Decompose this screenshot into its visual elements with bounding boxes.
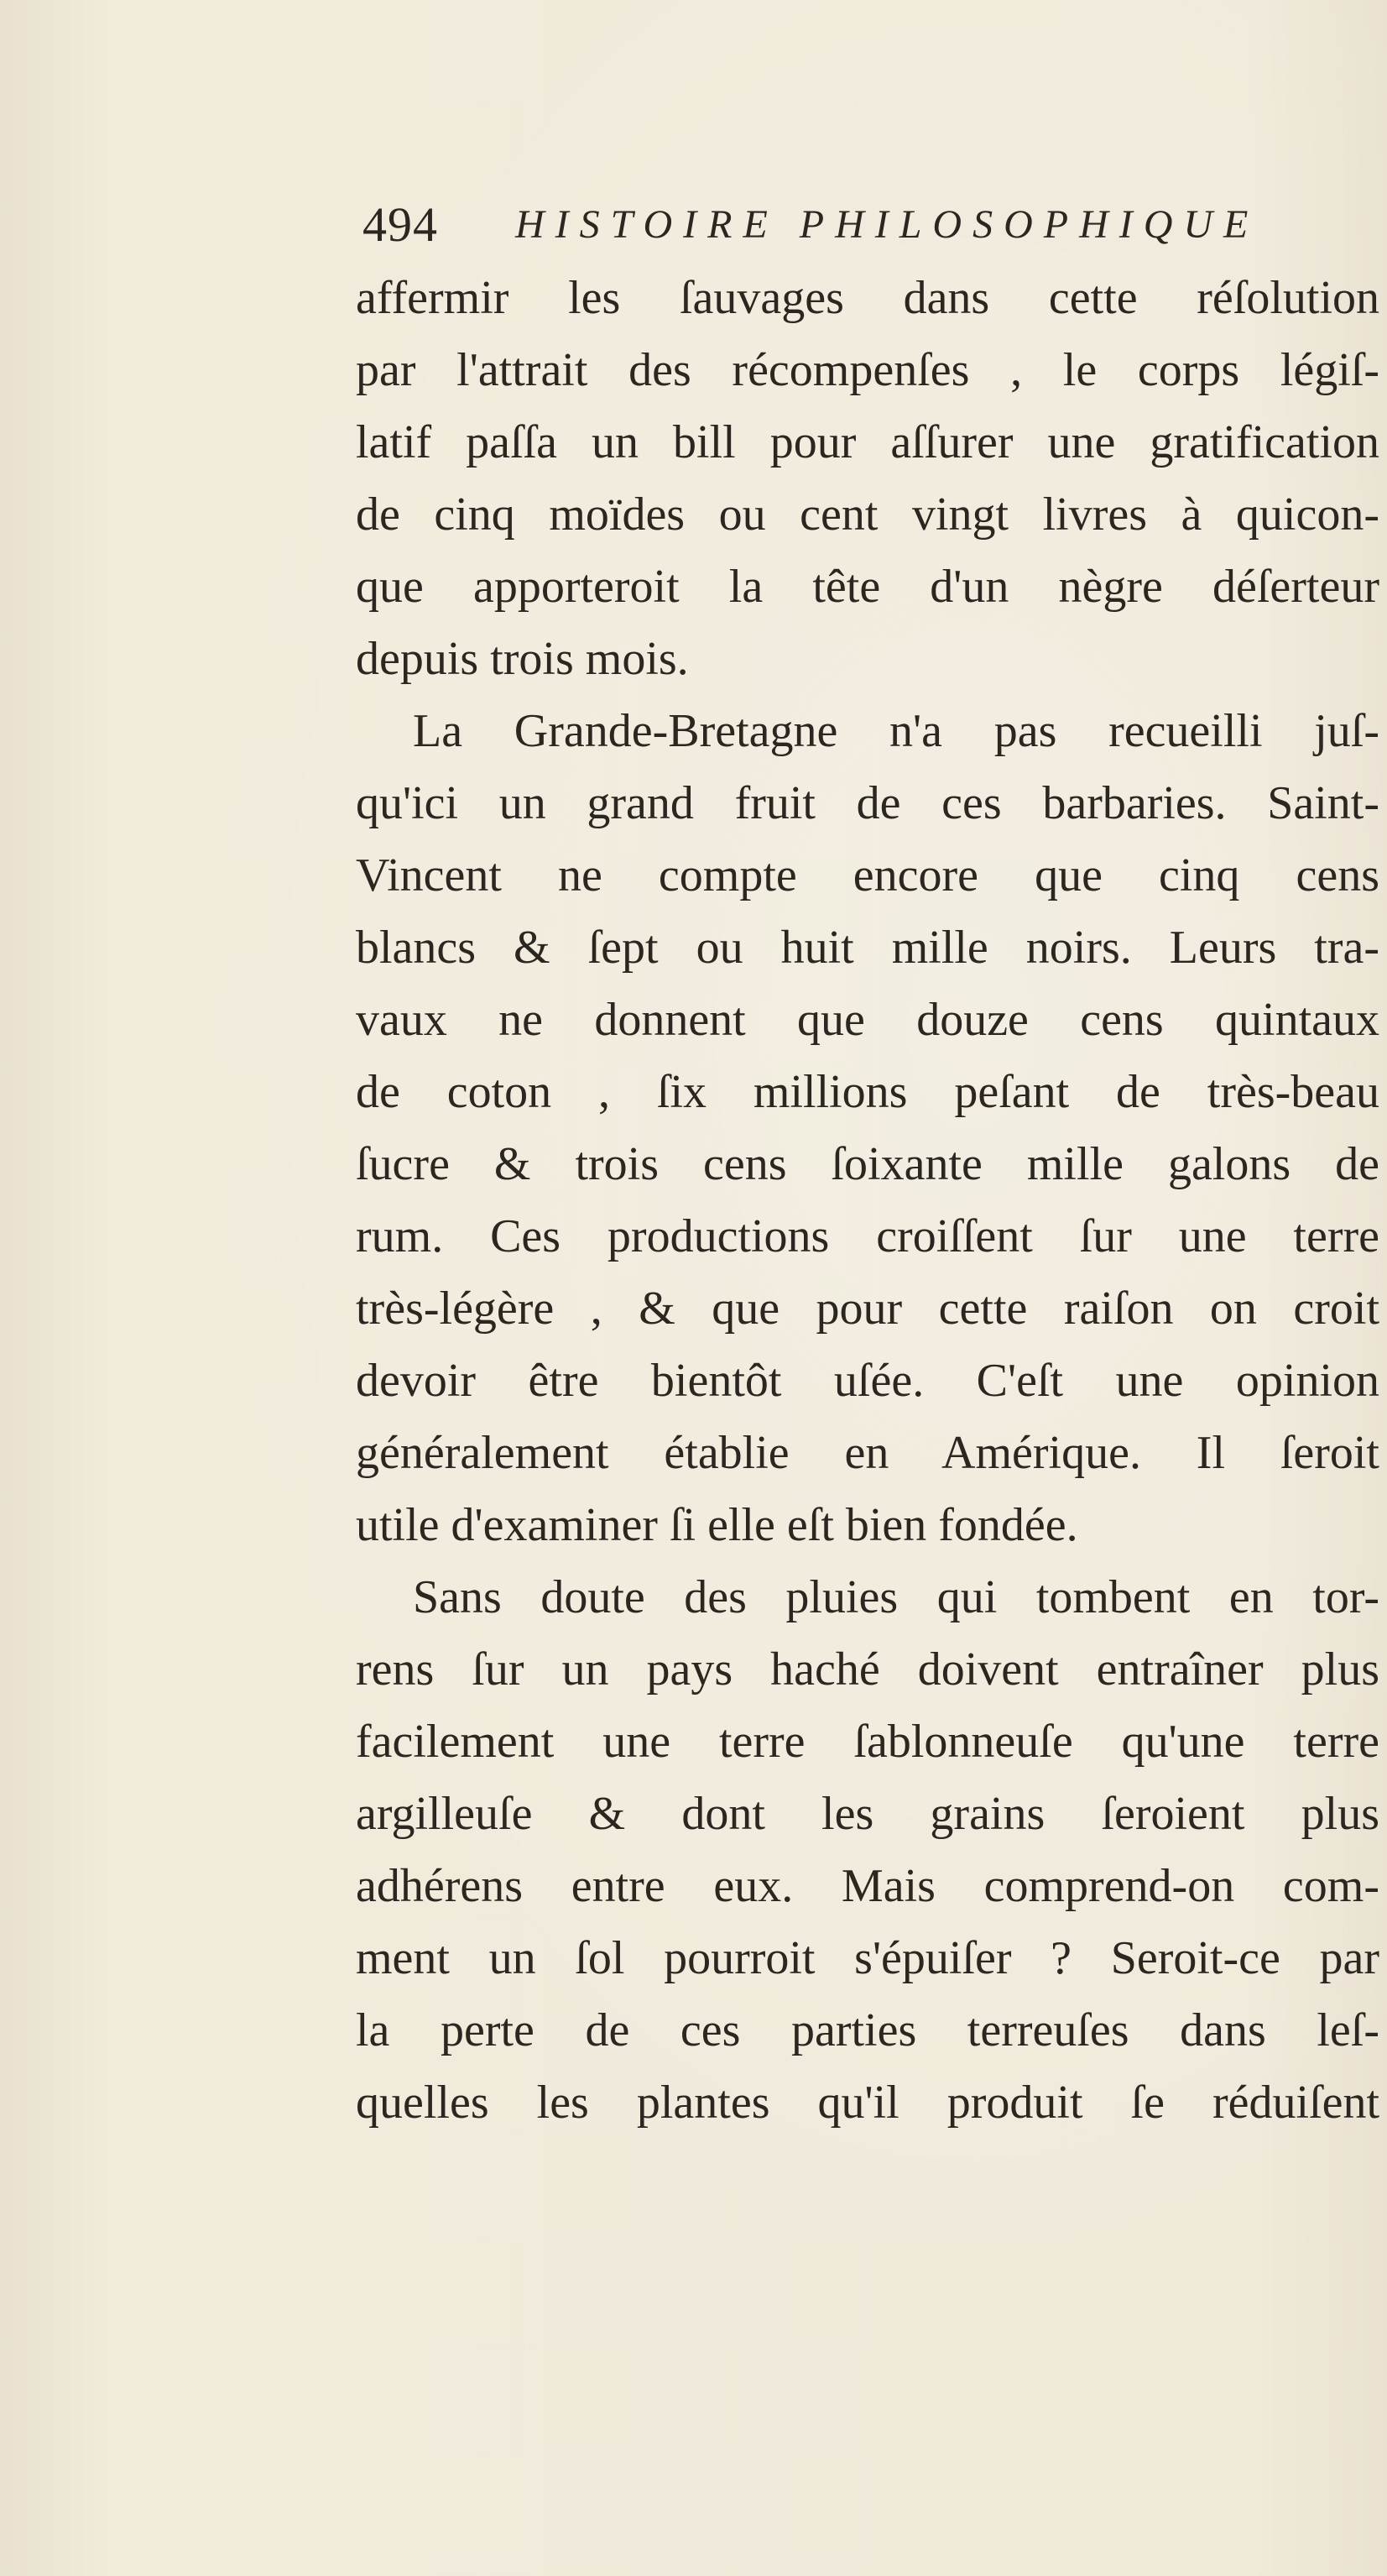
paragraph-3 — [356, 1561, 1379, 2139]
text-line: blancs & ſept ou huit mille noirs. Leurs tra- — [356, 922, 1379, 974]
text-line: de cinq moïdes ou cent vingt livres à quicon- — [356, 489, 1379, 541]
paragraph-1 — [356, 262, 1379, 695]
text-line: très-légère , & que pour cette raiſon on croit — [356, 1283, 1379, 1335]
text-line: généralement établie en Amérique. Il ſeroit — [356, 1427, 1379, 1479]
text-line: la perte de ces parties terreuſes dans leſ- — [356, 2004, 1379, 2056]
text-line: utile d'examiner ſi elle eſt bien fondée. — [356, 1499, 1078, 1551]
paragraph-2 — [356, 695, 1379, 1561]
text-line: argilleuſe & dont les grains ſeroient plus — [356, 1788, 1379, 1840]
text-line: Sans doute des pluies qui tombent en tor- — [413, 1571, 1379, 1623]
text-line: vaux ne donnent que douze cens quintaux — [356, 994, 1379, 1046]
text-line: ſucre & trois cens ſoixante mille galons de — [356, 1138, 1379, 1190]
text-line: que apporteroit la tête d'un nègre déſerteur — [356, 561, 1379, 613]
text-line: de coton , ſix millions peſant de très-beau — [356, 1066, 1379, 1118]
text-line: latif paſſa un bill pour aſſurer une gratification — [356, 416, 1379, 468]
text-line: ment un ſol pourroit s'épuiſer ? Seroit-ce par — [356, 1932, 1379, 1984]
running-title: HISTOIRE PHILOSOPHIQUE — [515, 202, 1259, 247]
text-line: rens ſur un pays haché doivent entraîner plus — [356, 1643, 1379, 1696]
body-text — [356, 262, 1379, 2139]
text-line: adhérens entre eux. Mais comprend-on com- — [356, 1860, 1379, 1912]
text-line: quelles les plantes qu'il produit ſe réduiſent — [356, 2077, 1379, 2129]
text-line: facilement une terre ſablonneuſe qu'une terre — [356, 1716, 1379, 1768]
text-line: devoir être bientôt uſée. C'eſt une opinion — [356, 1355, 1379, 1407]
page-number: 494 — [362, 197, 438, 252]
text-line: depuis trois mois. — [356, 633, 689, 685]
text-line: par l'attrait des récompenſes , le corps légiſ- — [356, 344, 1379, 396]
page-header — [362, 191, 1386, 259]
text-line: qu'ici un grand fruit de ces barbaries. Saint- — [356, 777, 1379, 829]
text-line: rum. Ces productions croiſſent ſur une terre — [356, 1210, 1379, 1262]
text-line: affermir les ſauvages dans cette réſolution — [356, 272, 1379, 324]
text-line: Vincent ne compte encore que cinq cens — [356, 849, 1379, 901]
text-line: La Grande-Bretagne n'a pas recueilli juſ- — [413, 705, 1379, 757]
